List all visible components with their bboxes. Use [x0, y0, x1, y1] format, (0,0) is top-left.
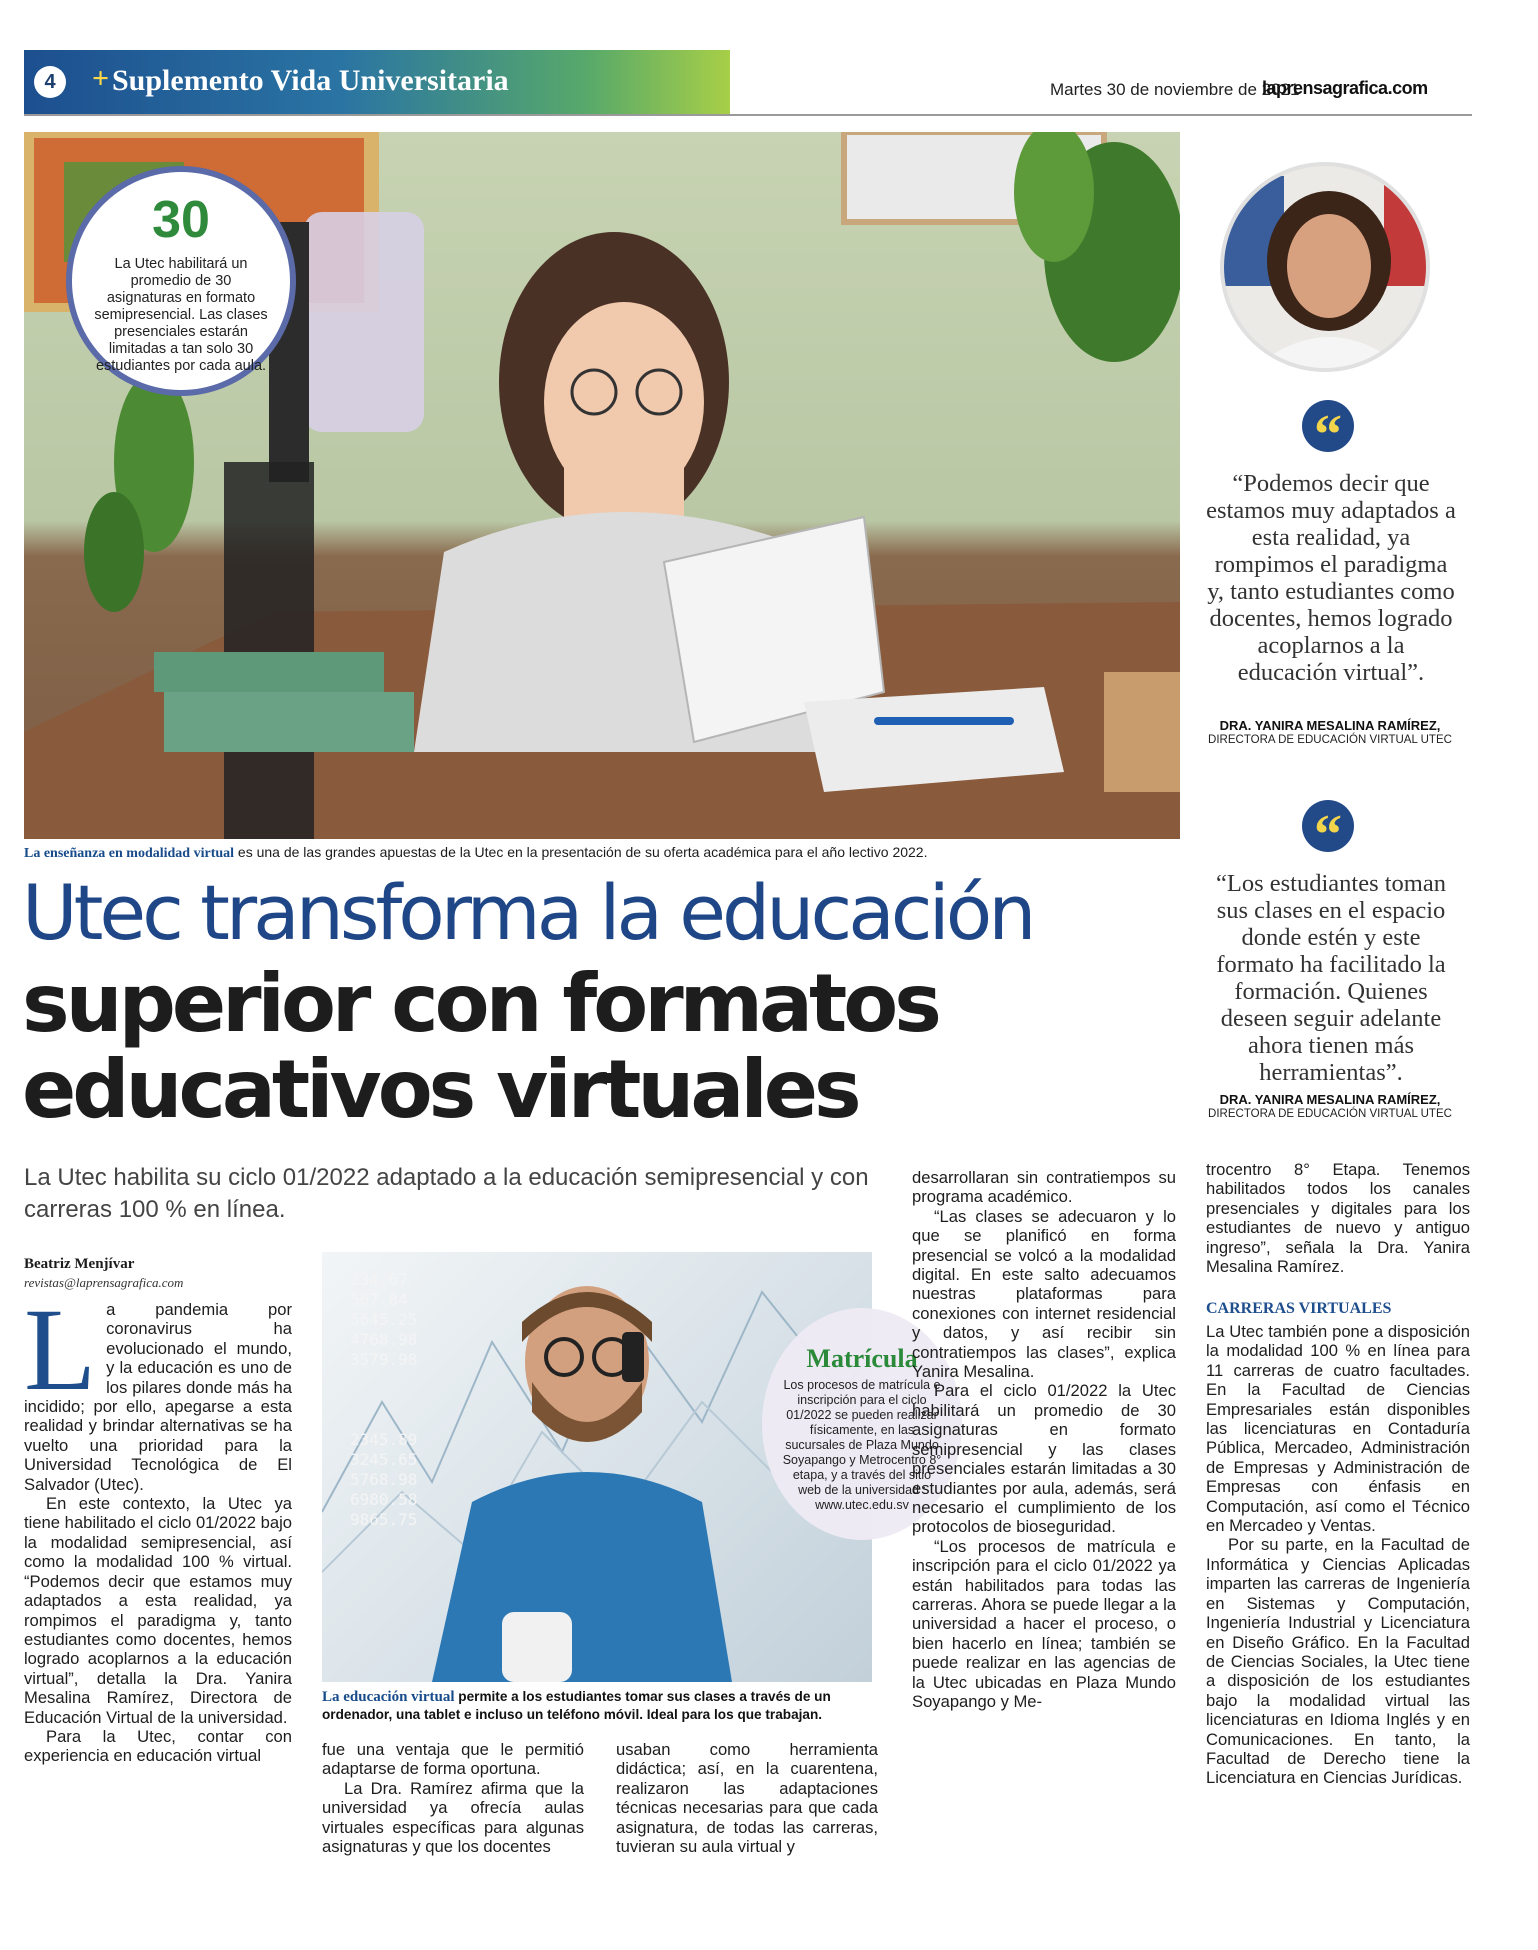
dropcap: L [24, 1284, 97, 1415]
matricula-title: Matrícula [806, 1344, 918, 1373]
quote-icon: “ [1302, 400, 1354, 452]
subtitle: La Utec habilita su ciclo 01/2022 adaptado a la educación semipresencial y con carreras 100 % en línea. [24, 1164, 869, 1223]
caption-text: es una de las grandes apuestas de la Utec en la presentación de su oferta académica para el año lectivo 2022. [234, 844, 928, 860]
article-column-1 [24, 1284, 292, 1766]
paragraph: Por su parte, en la Facultad de Informática y Ciencias Aplicadas imparten las carreras de Ingeniería en Sistemas y Computación, Ingeniería Industrial y Licenciatura en Diseño Gráfico. En la Facultad de Ciencias Sociales, la Utec tiene a disposición de los estudiantes bajo la modalidad virtual las licenciaturas en Idioma Inglés y en Comunicaciones. En tanto, la Facultad de Derecho tiene la Licenciatura en Ciencias Jurídicas. [1206, 1535, 1470, 1788]
caption-text: permite a los estudiantes tomar sus clases a través de un ordenador, una tablet e incluso un teléfono móvil. Ideal para los que trabajan. [322, 1689, 831, 1722]
headline-line-2: superior con formatos [22, 957, 938, 1050]
paragraph: La Utec también pone a disposición la modalidad 100 % en línea para 11 carreras de cuatro facultades. En la Facultad de Ciencias Empresariales están disponibles las licenciaturas en Contaduría Pública, Mercadeo, Administración de Empresas y Administración de Empresas con énfasis en Computación, así como el Técnico en Mercadeo y Ventas. [1206, 1322, 1470, 1536]
screen-number: 5768.98 [350, 1470, 418, 1489]
article-column-4 [912, 1168, 1176, 1711]
quote-1-author: DRA. YANIRA MESALINA RAMÍREZ, [1219, 718, 1441, 733]
article-column-2 [322, 1740, 584, 1856]
paragraph: fue una ventaja que le permitió adaptarse de forma oportuna. [322, 1740, 584, 1779]
screen-number: 234.67 [350, 1270, 408, 1289]
byline-author: Beatriz Menjívar [24, 1256, 135, 1272]
quote-icon: “ [1302, 800, 1354, 852]
screen-number: 4768.98 [350, 1330, 418, 1349]
portrait-illustration [1224, 166, 1426, 368]
page-number: 4 [34, 66, 66, 98]
paragraph: En este contexto, la Utec ya tiene habilitado el ciclo 01/2022 bajo la modalidad semipresencial, así como la modalidad 100 % virtual. “Podemos decir que estamos muy adaptados a esta realidad, ya rompimos el paradigma y, tanto estudiantes como docentes, hemos logrado acoplarnos a la educación virtual”, detalla la Dra. Yanira Mesalina Ramírez, Directora de Educación Virtual de la universidad. [24, 1494, 292, 1727]
quote-2-author: DRA. YANIRA MESALINA RAMÍREZ, [1219, 1092, 1441, 1107]
article-column-3 [616, 1740, 878, 1856]
screen-number: 9865.75 [350, 1510, 418, 1529]
paragraph: La Dra. Ramírez afirma que la universidad ya ofrecía aulas virtuales específicas para algunas asignaturas y que los docentes [322, 1778, 584, 1857]
caption-lead: La educación virtual [322, 1689, 455, 1705]
quote-1-role: DIRECTORA DE EDUCACIÓN VIRTUAL UTEC [1208, 734, 1452, 746]
paragraph: Para el ciclo 01/2022 la Utec habilitará un promedio de 30 asignaturas en formato semipresencial y las clases presenciales estarán limitadas a 30 estudiantes por aula, además, será necesario el cumplimiento de los protocolos de bioseguridad. [912, 1381, 1176, 1537]
site-name: laprensagrafica.com [1262, 78, 1428, 98]
screen-number: 567.84 [350, 1290, 408, 1309]
matricula-url: www.utec.edu.sv [815, 1498, 909, 1512]
paragraph: usaban como herramienta didáctica; así, en la cuarentena, realizaron las adaptaciones técnicas necesarias para que cada asignatura, de todas las carreras, tuvieran su aula virtual y [616, 1740, 878, 1857]
pull-quote-2: “Los estudiantes toman sus clases en el espacio donde estén y este formato ha facilitado la formación. Quienes deseen seguir adelante ahora tienen más herramientas”. [1216, 870, 1446, 1086]
headline-line-1: Utec transforma la educación [22, 868, 1033, 957]
paragraph: a pandemia por coronavirus ha evolucionado el mundo, y la educación es uno de los pilares donde más ha incidido; por ello, apegarse a esta realidad y brindar alternativas se ha vuelto una prioridad para la Universidad Tecnológica de El Salvador (Utec). [24, 1300, 292, 1494]
article-column-5 [1206, 1160, 1470, 1276]
stat-text: La Utec habilitará un promedio de 30 asignaturas en formato semipresencial. Las clases presenciales estarán limitadas a tan solo 30 estudiantes por cada aula. [94, 256, 268, 374]
second-photo-caption [322, 1688, 874, 1723]
byline-email: revistas@laprensagrafica.com [24, 1275, 184, 1290]
stat-number: 30 [152, 191, 210, 249]
headline-line-3: educativos virtuales [22, 1043, 858, 1136]
quote-2-role: DIRECTORA DE EDUCACIÓN VIRTUAL UTEC [1208, 1108, 1452, 1120]
pull-quote-1: “Podemos decir que estamos muy adaptados a esta realidad, ya rompimos el paradigma y, tanto estudiantes como docentes, hemos logrado acoplarnos a la educación virtual”. [1206, 470, 1456, 686]
paragraph: trocentro 8° Etapa. Tenemos habilitados todos los canales presenciales y digitales para los estudiantes de nuevo y antiguo ingreso”, señala la Dra. Yanira Mesalina Ramírez. [1206, 1160, 1470, 1277]
caption-lead: La enseñanza en modalidad virtual [24, 846, 235, 861]
paragraph: “Las clases se adecuaron y lo que se planificó en forma presencial se volcó a la modalidad digital. En este salto adecuamos nuestras plataformas para conexiones con internet residencial y datos, y así recibir sin contratiempos las clases”, explica Yanira Mesalina. [912, 1206, 1176, 1382]
paragraph: Para la Utec, contar con experiencia en educación virtual [24, 1726, 292, 1766]
main-photo-caption [24, 843, 1180, 863]
portrait-photo [1220, 162, 1430, 372]
header-divider [24, 114, 1472, 116]
screen-number: 6980.58 [350, 1490, 418, 1509]
paragraph: “Los procesos de matrícula e inscripción para el ciclo 01/2022 ya están habilitados para todas las carreras. Ahora se puede llegar a la universidad a hacer el proceso, o bien hacerlo en línea; también se puede realizar en las agencias de la Utec ubicadas en Plaza Mundo Soyapango y Me- [912, 1536, 1176, 1711]
stat-callout [66, 166, 296, 396]
screen-number: 3579.98 [350, 1350, 418, 1369]
screen-number: 2345.89 [350, 1430, 418, 1449]
screen-number: 3245.65 [350, 1450, 418, 1469]
section-title: Suplemento Vida Universitaria [112, 64, 509, 97]
screen-number: 5645.25 [350, 1310, 418, 1329]
issue-date: Martes 30 de noviembre de 2021 [1050, 80, 1300, 99]
article-column-5-cont [1206, 1322, 1470, 1788]
subsection-title: CARRERAS VIRTUALES [1206, 1300, 1392, 1317]
matricula-body: Los procesos de matrícula e inscripción para el ciclo 01/2022 se pueden realizar físicamente, en las sucursales de Plaza Mundo Soyapango y Metrocentro 8° etapa, y a través del sitio web de la universidad : [782, 1378, 942, 1497]
paragraph: desarrollaran sin contratiempos su programa académico. [912, 1168, 1176, 1207]
plus-icon: + [92, 62, 110, 95]
